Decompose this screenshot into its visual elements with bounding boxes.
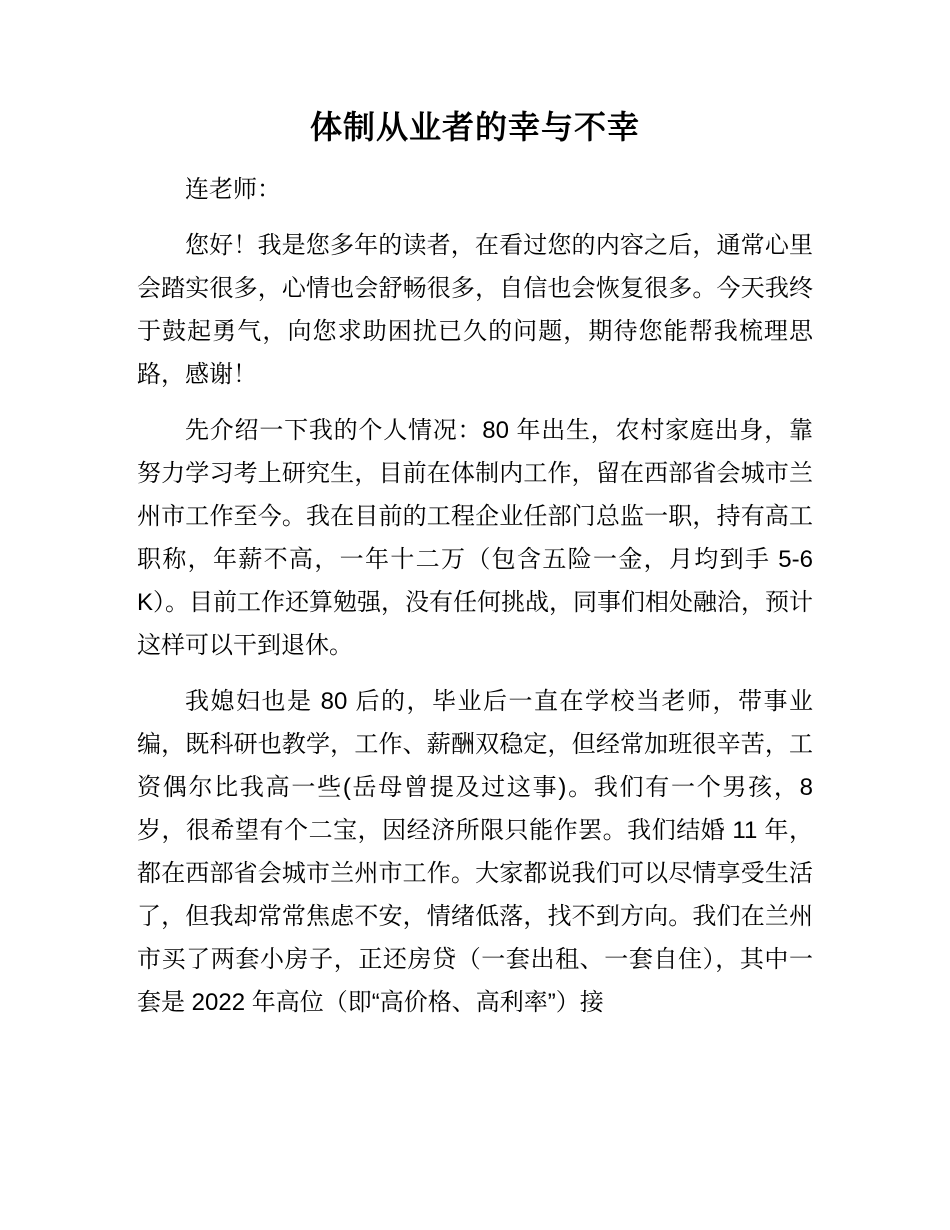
letter-paragraph-2: 先介绍一下我的个人情况：80 年出生，农村家庭出身，靠努力学习考上研究生，目前在体制内工作，留在西部省会城市兰州市工作至今。我在目前的工程企业任部门总监一职，持有高工职称，年薪不高，一年十二万（包含五险一金，月均到手 5-6K）。目前工作还算勉强，没有任何挑战，同事们相处融洽，预计这样可以干到退休。: [137, 417, 814, 659]
letter-paragraph-3: 我媳妇也是 80 后的，毕业后一直在学校当老师，带事业编，既科研也教学，工作、薪酬双稳定，但经常加班很辛苦，工资偶尔比我高一些(岳母曾提及过这事)。我们有一个男孩，8 岁，很希望有个二宝，因经济所限只能作罢。我们结婚 11 年，都在西部省会城市兰州市工作。大家都说我们可以尽情享受生活了，但我却常常焦虑不安，情绪低落，找不到方向。我们在兰州市买了两套小房子，正还房贷（一套出租、一套自住），其中一套是 2022 年高位（即“高价格、高利率”）接: [137, 688, 813, 1016]
letter-greeting: 连老师：: [185, 176, 281, 203]
letter-paragraph-1: 您好！我是您多年的读者，在看过您的内容之后，通常心里会踏实很多，心情也会舒畅很多，自信也会恢复很多。今天我终于鼓起勇气，向您求助困扰已久的问题，期待您能帮我梳理思路，感谢！: [137, 232, 813, 388]
document-title: 体制从业者的幸与不幸: [309, 109, 640, 145]
